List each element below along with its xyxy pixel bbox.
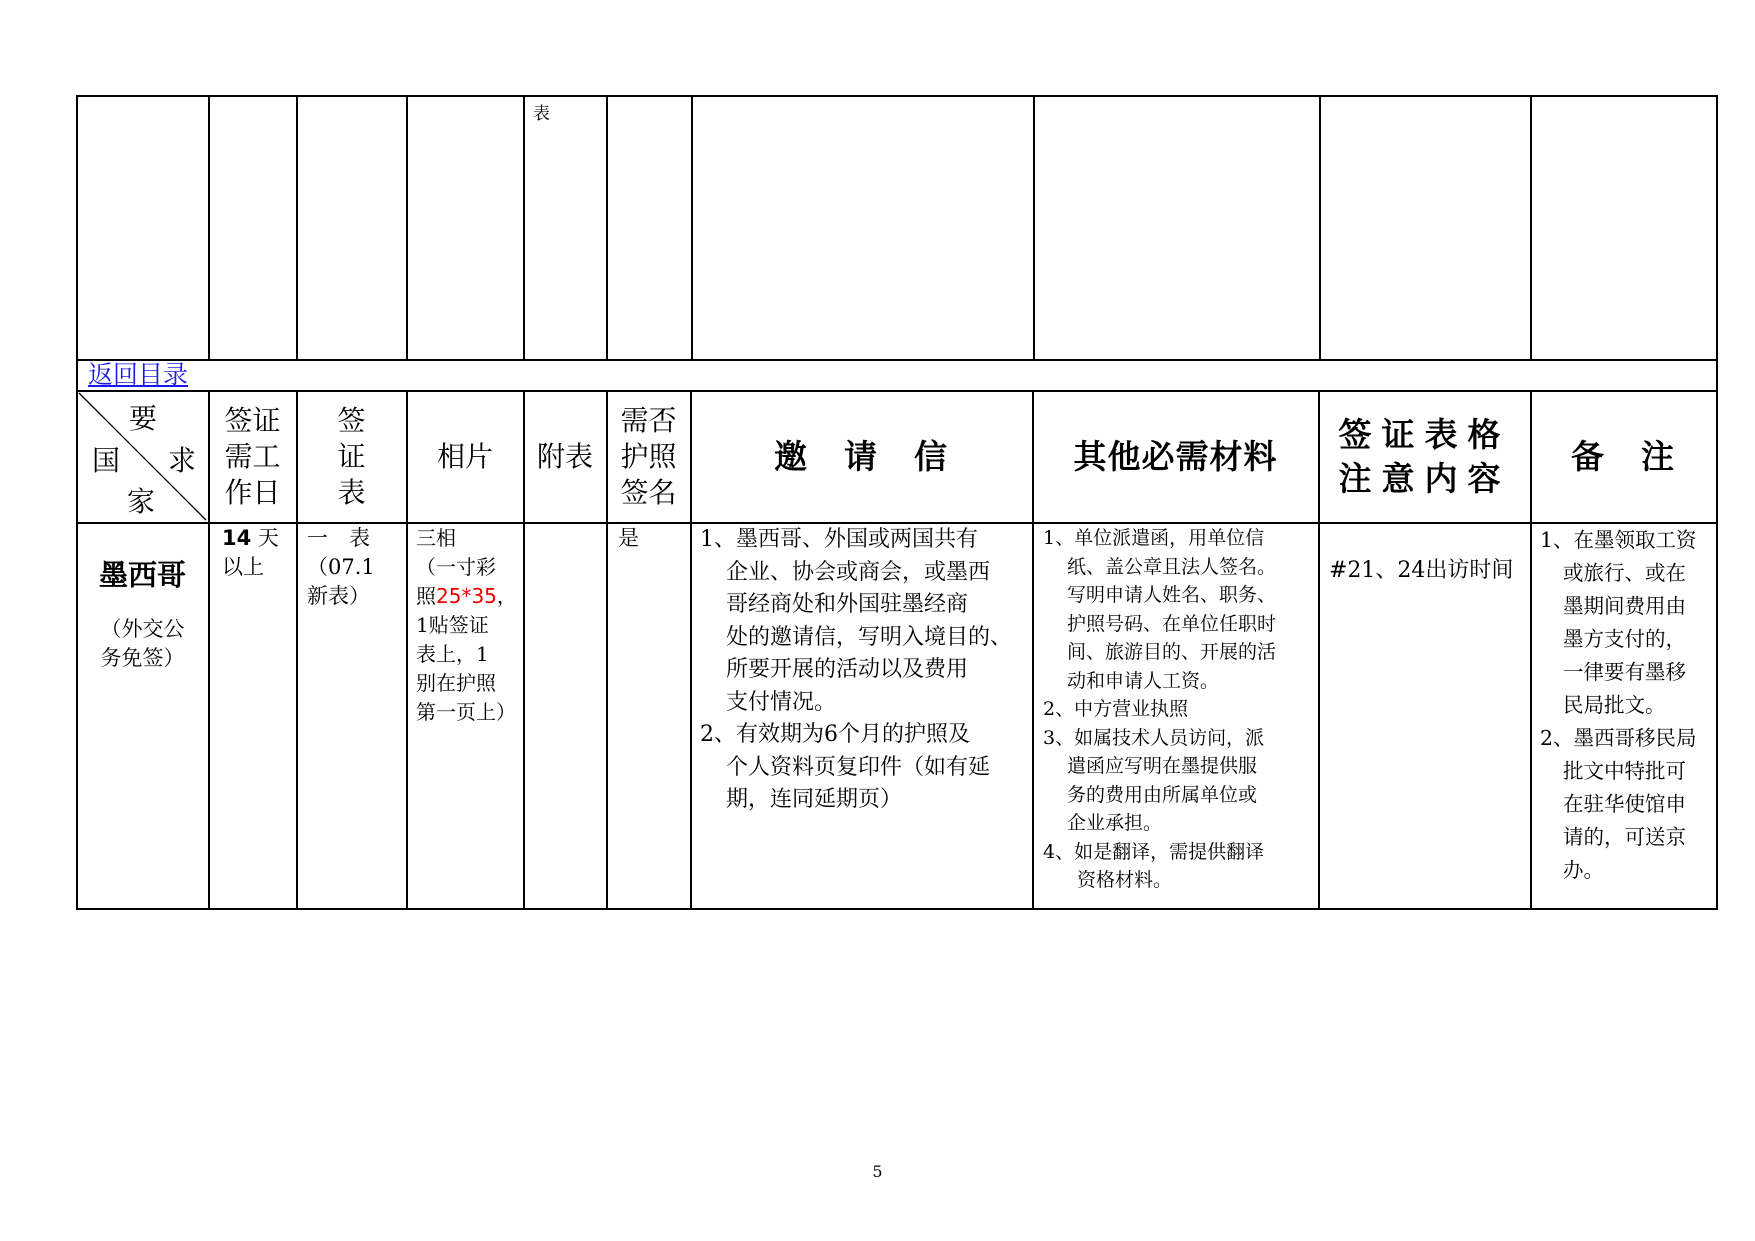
table-border-right	[1716, 95, 1718, 910]
invitation-line: 所要开展的活动以及费用	[726, 657, 969, 682]
other-materials-line: 写明申请人姓名、职务、	[1067, 584, 1277, 606]
remarks-line: 墨方支付的，	[1563, 627, 1686, 651]
remarks-line: 2、墨西哥移民局	[1540, 726, 1697, 750]
photo-cell	[416, 524, 526, 727]
column-rule	[523, 95, 525, 360]
header-text: 护照	[620, 439, 677, 473]
remarks-line: 在驻华使馆申	[1563, 792, 1686, 816]
remarks-line: 批文中特批可	[1563, 759, 1686, 783]
work-days-cell	[222, 524, 279, 582]
remarks-item-1	[1540, 524, 1716, 722]
remarks-item-2	[1540, 722, 1716, 887]
passport-sign-cell: 是	[618, 526, 639, 550]
column-rule	[1530, 95, 1532, 360]
other-materials-cell	[1043, 524, 1318, 895]
header-text: 证	[337, 439, 366, 473]
table-border-bottom	[76, 908, 1717, 910]
page-number: 5	[872, 1162, 883, 1181]
invitation-item-1	[700, 524, 1032, 719]
column-rule	[606, 95, 608, 360]
remarks-line: 1、在墨领取工资	[1540, 528, 1697, 552]
photo-line: 别在护照	[416, 671, 496, 695]
photo-line: ，	[496, 584, 517, 608]
work-days-unit: 天	[257, 526, 279, 550]
other-materials-line: 纸、盖公章且法人签名。	[1067, 555, 1277, 578]
other-materials-line: 护照号码、在单位任职时	[1067, 612, 1277, 635]
invitation-line: 1、墨西哥、外国或两国共有	[700, 527, 978, 552]
column-rule	[208, 95, 210, 360]
remarks-cell	[1540, 524, 1716, 887]
corner-label-bottom: 家	[127, 485, 156, 518]
work-days-number: 14	[222, 526, 252, 550]
header-visa-form	[297, 391, 406, 522]
header-text: 需工	[224, 439, 281, 473]
header-annex: 附表	[536, 439, 593, 473]
other-materials-line: 4、如是翻译，需提供翻译	[1043, 840, 1265, 863]
column-rule	[691, 95, 693, 360]
header-text: 签名	[620, 475, 677, 509]
invitation-line: 个人资料页复印件（如有延	[726, 754, 991, 780]
invitation-line: 2、有效期为6个月的护照及	[700, 722, 970, 747]
country-name: 墨西哥	[98, 558, 186, 592]
remarks-line: 请的，可送京	[1563, 825, 1686, 849]
table-rule	[76, 359, 1717, 361]
annex-cell-fragment: 表	[533, 104, 550, 124]
visa-form-line: （07.1	[307, 555, 375, 579]
photo-line: 三相	[416, 526, 456, 550]
other-materials-item-3	[1043, 724, 1318, 838]
country-note-line: 务免签）	[100, 646, 185, 670]
corner-label-top: 要	[129, 402, 158, 435]
header-text: 作日	[224, 475, 281, 509]
visa-form-line: 新表）	[307, 584, 370, 608]
header-text: 需否	[620, 403, 677, 437]
visa-form-cell	[307, 524, 399, 611]
country-note	[77, 615, 208, 673]
table-border-top	[76, 95, 1717, 97]
other-materials-line: 遣函应写明在墨提供服	[1067, 755, 1258, 777]
photo-line: 表上，1	[416, 642, 489, 666]
header-text: 签	[337, 403, 366, 437]
corner-header	[77, 391, 208, 522]
other-materials-item-2	[1043, 695, 1318, 724]
column-rule	[296, 95, 298, 360]
invitation-line: 期，连同延期页）	[726, 787, 903, 812]
column-rule	[406, 95, 408, 360]
invitation-cell	[700, 524, 1032, 817]
header-text: 签证	[224, 403, 281, 437]
remarks-line: 办。	[1563, 858, 1604, 882]
other-materials-line: 动和申请人工资。	[1067, 669, 1220, 692]
country-note-line: （外交公	[100, 617, 185, 641]
corner-label-right: 求	[168, 444, 197, 477]
header-other-materials: 其他必需材料	[1073, 436, 1278, 476]
corner-label-left: 国	[92, 444, 121, 477]
remarks-line: 或旅行、或在	[1563, 561, 1686, 585]
photo-line: 第一页上）	[416, 700, 516, 724]
back-to-contents-link[interactable]: 返回目录	[88, 360, 189, 389]
header-photo: 相片	[436, 439, 493, 473]
other-materials-line: 2、中方营业执照	[1043, 698, 1189, 720]
header-form-notes	[1319, 391, 1530, 522]
other-materials-line: 3、如属技术人员访问，派	[1043, 726, 1265, 749]
other-materials-line: 企业承担。	[1067, 812, 1163, 834]
country-cell	[77, 523, 208, 673]
header-invitation: 邀 请 信	[774, 436, 949, 476]
other-materials-line: 务的费用由所属单位或	[1067, 783, 1258, 806]
header-work-days	[209, 391, 296, 522]
form-notes-cell: #21、24出访时间	[1329, 558, 1514, 583]
header-remarks: 备 注	[1571, 436, 1676, 476]
column-rule	[1319, 95, 1321, 360]
column-rule	[1033, 95, 1035, 360]
header-text: 注意内容	[1338, 458, 1511, 498]
invitation-line: 处的邀请信，写明入境目的、	[726, 624, 1013, 650]
remarks-line: 墨期间费用由	[1563, 594, 1686, 618]
visa-form-line: 一 表	[307, 526, 370, 550]
remarks-line: 一律要有墨移	[1563, 660, 1686, 684]
invitation-item-2	[700, 719, 1032, 817]
photo-line: 照	[416, 584, 436, 608]
other-materials-line: 资格材料。	[1077, 869, 1173, 891]
photo-line: 1贴签证	[416, 613, 489, 637]
invitation-line: 企业、协会或商会，或墨西	[726, 559, 991, 585]
invitation-line: 哥经商处和外国驻墨经商	[726, 592, 969, 617]
remarks-line: 民局批文。	[1563, 693, 1666, 717]
photo-size-highlight: 25*35	[436, 584, 497, 608]
photo-line: （一寸彩	[416, 555, 496, 579]
invitation-line: 支付情况。	[726, 689, 837, 715]
work-days-line2: 以上	[222, 555, 264, 579]
header-passport-sign	[607, 391, 690, 522]
header-text: 表	[337, 475, 366, 509]
other-materials-line: 间、旅游目的、开展的活	[1067, 641, 1277, 663]
other-materials-item-4	[1043, 838, 1318, 895]
header-text: 签证表格	[1338, 414, 1511, 454]
other-materials-line: 1、单位派遣函，用单位信	[1043, 527, 1265, 549]
other-materials-item-1	[1043, 524, 1318, 695]
